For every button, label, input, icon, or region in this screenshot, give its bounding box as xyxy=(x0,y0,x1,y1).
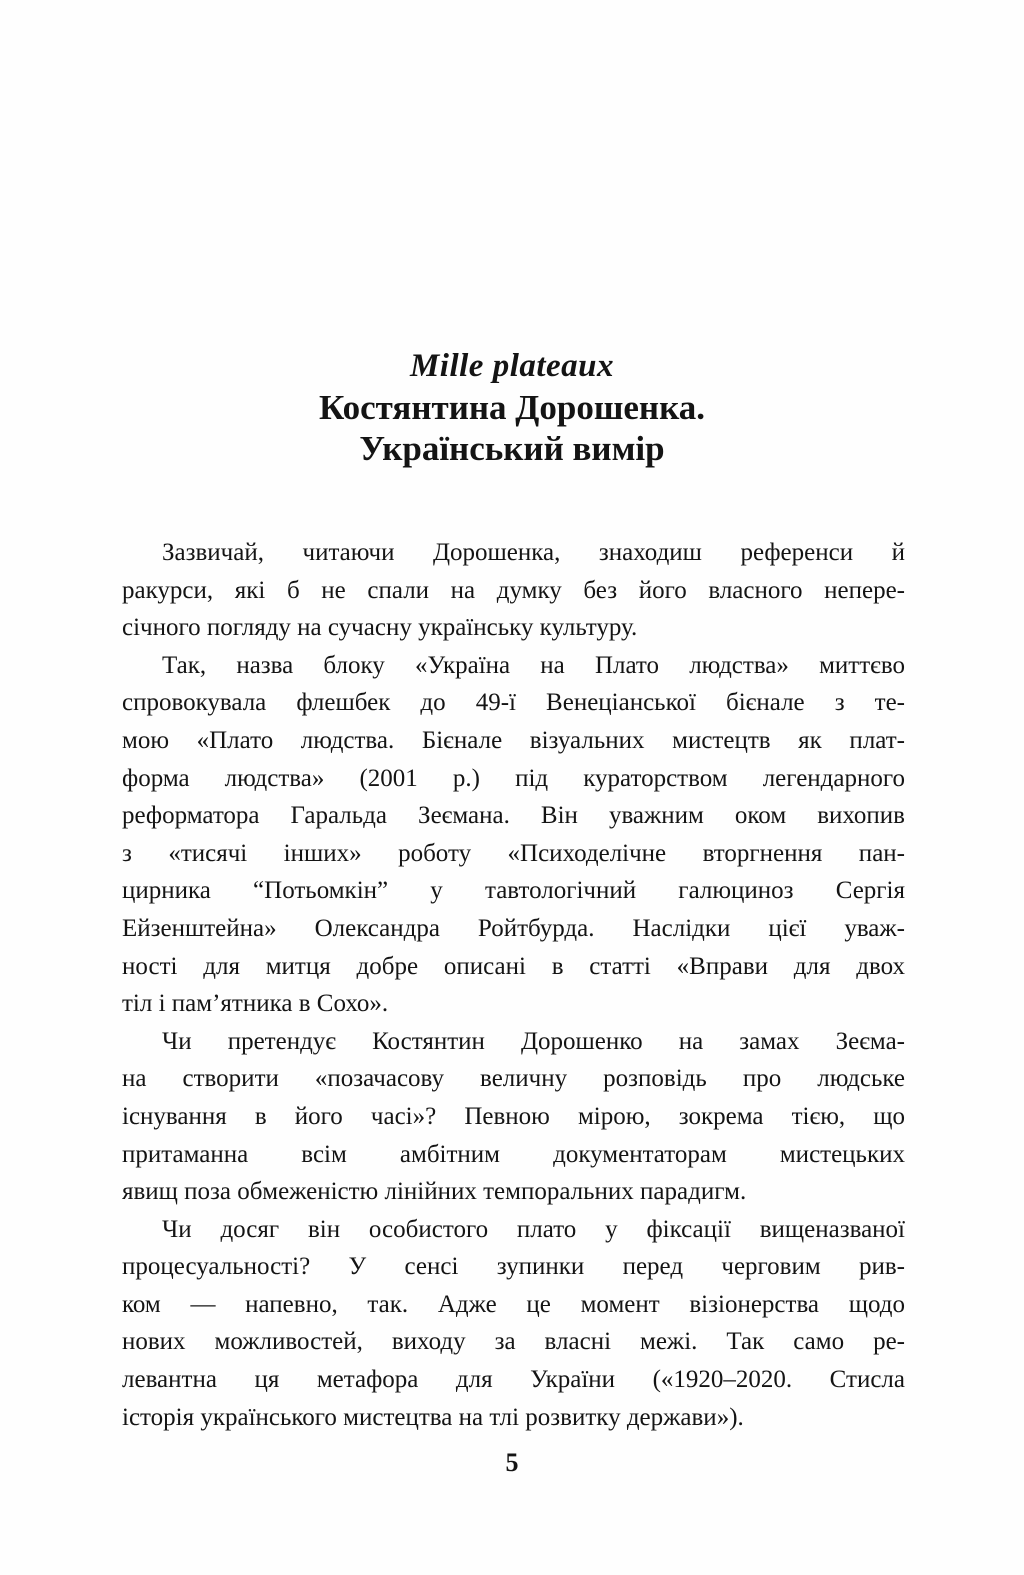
text-line: існування в його часі»? Певною мірою, зокрема тією, що xyxy=(122,1102,905,1130)
text-line: ності для митця добре описані в статті «Вправи для двох xyxy=(122,952,905,980)
text-line: тіл і пам’ятника в Сохо». xyxy=(122,990,389,1018)
text-line: Зазвичай, читаючи Дорошенка, знаходиш референси й xyxy=(162,539,905,566)
text-line: Чи досяг він особистого плато у фіксації вищеназваної xyxy=(162,1215,905,1243)
paragraph xyxy=(122,647,905,1023)
text-line: з «тисячі інших» роботу «Психоделічне вторгнення пан- xyxy=(122,839,905,867)
text-line: цирника “Потьомкін” у тавтологічний галюциноз Сергія xyxy=(122,877,905,905)
text-line: явищ поза обмеженістю лінійних темпоральних парадигм. xyxy=(122,1178,747,1206)
text-line: форма людства» (2001 р.) під кураторством легендарного xyxy=(122,764,905,792)
text-line: Чи претендує Костянтин Дорошенко на замах Зеєма- xyxy=(162,1027,905,1055)
chapter-title xyxy=(0,346,1024,469)
text-line: січного погляду на сучасну українську культуру. xyxy=(122,614,638,642)
paragraph xyxy=(122,1211,905,1437)
text-line: ракурси, які б не спали на думку без його власного непере- xyxy=(122,576,905,604)
chapter-title-subtitle: Український вимір xyxy=(359,429,665,468)
text-line: Так, назва блоку «Україна на Плато людства» миттєво xyxy=(162,651,905,679)
text-line: Ейзенштейна» Олександра Ройтбурда. Наслідки цієї уваж- xyxy=(122,914,905,942)
chapter-title-latin: Mille plateaux xyxy=(409,348,615,384)
text-line: історія українського мистецтва на тлі розвитку держави»). xyxy=(122,1403,744,1431)
text-line: процесуальності? У сенсі зупинки перед черговим рив- xyxy=(122,1253,905,1281)
text-line: притаманна всім амбітним документаторам мистецьких xyxy=(122,1140,905,1168)
page-number: 5 xyxy=(505,1448,519,1477)
text-line: спровокувала флешбек до 49-ї Венеціанської бієнале з те- xyxy=(122,689,905,717)
text-line: левантна ця метафора для України («1920–2020. Стисла xyxy=(122,1366,905,1394)
text-line: нових можливостей, виходу за власні межі. Так само ре- xyxy=(122,1328,905,1356)
chapter-title-author: Костянтина Дорошенка. xyxy=(319,388,705,427)
text-line: ком — напевно, так. Адже це момент візіонерства щодо xyxy=(122,1290,905,1318)
text-line: мою «Плато людства. Бієнале візуальних мистецтв як плат- xyxy=(122,726,905,754)
paragraph xyxy=(122,534,905,647)
text-line: реформатора Гаральда Зеємана. Він уважним оком вихопив xyxy=(122,802,905,830)
paragraph xyxy=(122,1023,905,1211)
body-text xyxy=(122,534,905,1436)
text-line: на створити «позачасову величну розповідь про людське xyxy=(122,1065,905,1093)
